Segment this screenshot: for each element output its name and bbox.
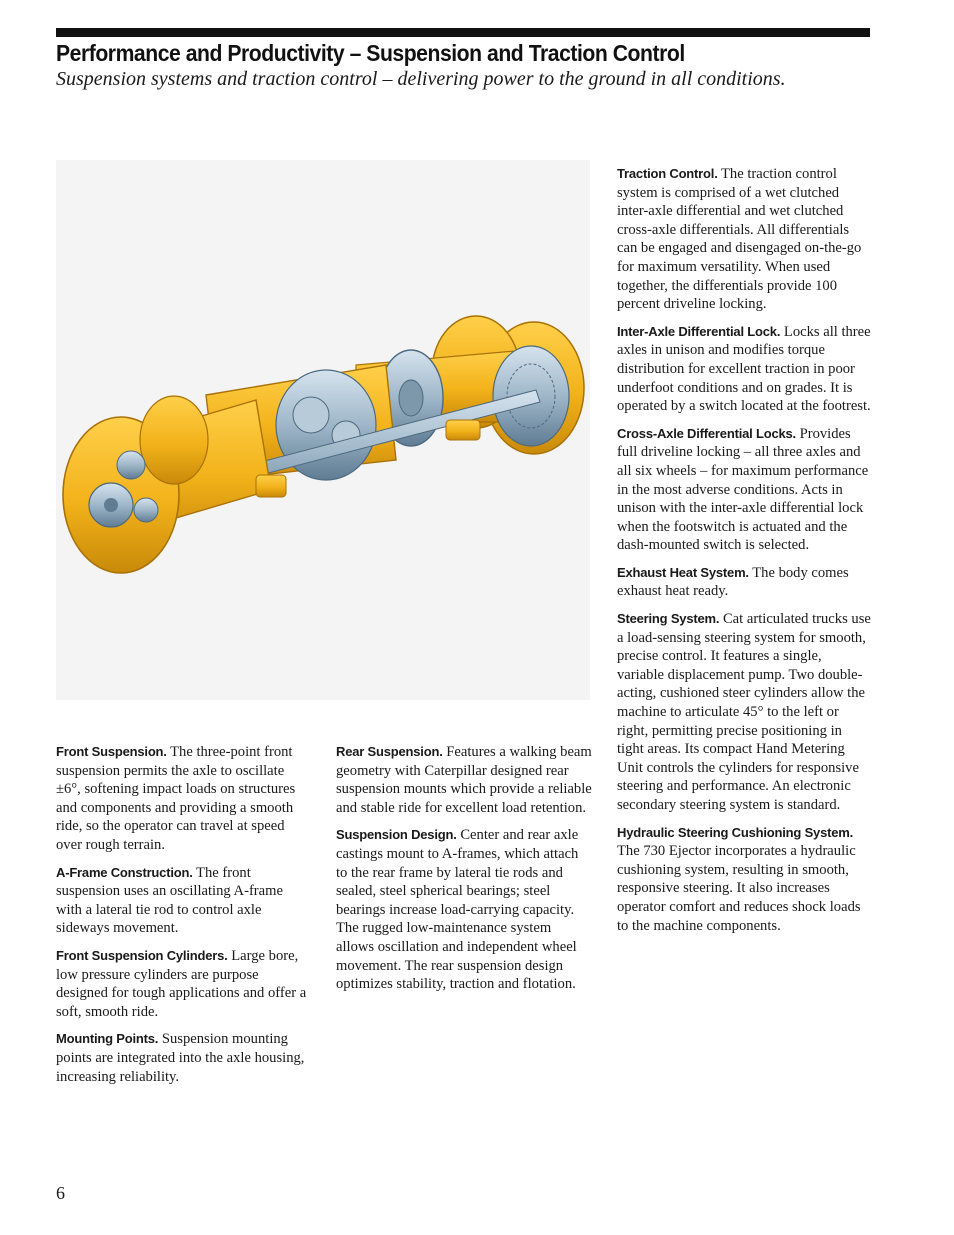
header-rule bbox=[56, 28, 870, 37]
paragraph-text: The 730 Ejector incorporates a hydraulic cushioning system, resulting in smooth, responsive steering. It also increases operator comfort and reduces shock loads to the machine components. bbox=[617, 843, 861, 934]
paragraph-lead: Rear Suspension. bbox=[336, 744, 443, 759]
paragraph-lead: Front Suspension. bbox=[56, 744, 167, 759]
paragraph-text: Provides full driveline locking – all three axles and all six wheels – for maximum performance in the most adverse conditions. Acts in unison with the inter-axle differential lock when the footswitch is actuated and the dash-mounted switch is selected. bbox=[617, 425, 869, 554]
paragraph-text: Suspension mounting points are integrated into the axle housing, increasing reliability. bbox=[56, 1031, 305, 1085]
paragraph-rear-suspension bbox=[336, 743, 592, 817]
paragraph-text: Features a walking beam geometry with Caterpillar designed rear suspension mounts which provide a reliable and stable ride for excellent load retention. bbox=[336, 744, 592, 816]
axle-cutaway-figure bbox=[56, 160, 590, 700]
paragraph-inter-axle-differential-lock bbox=[617, 323, 871, 416]
paragraph-steering-system bbox=[617, 610, 871, 815]
page-number: 6 bbox=[56, 1183, 65, 1203]
paragraph-front-suspension bbox=[56, 743, 310, 855]
middle-text-column bbox=[336, 743, 592, 1003]
paragraph-text: Locks all three axles in unison and modifies torque distribution for excellent traction in poor underfoot conditions and on grades. It is operated by a switch located at the footrest. bbox=[617, 323, 871, 415]
paragraph-text: The front suspension uses an oscillating A-frame with a lateral tie rod to control axle sideways movement. bbox=[56, 864, 283, 937]
paragraph-a-frame-construction bbox=[56, 864, 310, 938]
paragraph-lead: Steering System. bbox=[617, 611, 720, 627]
paragraph-text: The three-point front suspension permits the axle to oscillate ±6°, softening impact loads on structures and components and providing a smooth ride, so the operator can travel at speed over rough terrain. bbox=[56, 744, 296, 853]
paragraph-text: The body comes exhaust heat ready. bbox=[617, 564, 849, 600]
paragraph-lead: Hydraulic Steering Cushioning System. bbox=[617, 824, 854, 840]
page-title: Performance and Productivity – Suspension and Traction Control bbox=[56, 40, 685, 66]
paragraph-text: Cat articulated trucks use a load-sensing steering system for smooth, precise control. It features a single, variable displacement pump. Two double-acting, cushioned steer cylinders allow the machine to articulate 45° to the left or right, permitting precise positioning in tight areas. Its compact Hand Metering Unit controls the cylinders for responsive steering and performance. An electronic secondary steering system is standard. bbox=[617, 611, 871, 813]
paragraph-text: Center and rear axle castings mount to A-frames, which attach to the rear frame by lateral tie rods and sealed, steel spherical bearings; steel bearings increase load-carrying capacity. The rugged low-maintenance system allows oscillation and independent wheel movement. The rear suspension design optimizes stability, traction and flotation. bbox=[336, 827, 579, 993]
paragraph-lead: Exhaust Heat System. bbox=[617, 564, 749, 580]
paragraph-suspension-design bbox=[336, 826, 592, 993]
axle-cutaway-illustration bbox=[56, 160, 590, 700]
paragraph-text: The traction control system is comprised of a wet clutched inter-axle differential and wet clutched cross-axle differentials. All differentials can be engaged and disengaged on-the-go for maximum versatility. When used together, the differentials provide 100 percent driveline locking. bbox=[617, 166, 862, 313]
paragraph-lead: Cross-Axle Differential Locks. bbox=[617, 425, 796, 441]
paragraph-mounting-points bbox=[56, 1030, 310, 1086]
paragraph-lead: Mounting Points. bbox=[56, 1031, 159, 1047]
paragraph-text: Large bore, low pressure cylinders are purpose designed for tough applications and offer a soft, smooth ride. bbox=[56, 947, 307, 1020]
left-text-column bbox=[56, 743, 310, 1095]
paragraph-hydraulic-steering-cushioning bbox=[617, 824, 871, 936]
paragraph-lead: Inter-Axle Differential Lock. bbox=[617, 323, 781, 339]
paragraph-front-suspension-cylinders bbox=[56, 947, 310, 1021]
paragraph-lead: Traction Control. bbox=[617, 166, 718, 181]
paragraph-exhaust-heat-system bbox=[617, 564, 871, 601]
paragraph-lead: A-Frame Construction. bbox=[56, 864, 193, 880]
paragraph-traction-control bbox=[617, 165, 871, 314]
page-subtitle: Suspension systems and traction control – delivering power to the ground in all conditions. bbox=[56, 68, 786, 90]
paragraph-lead: Front Suspension Cylinders. bbox=[56, 947, 228, 963]
paragraph-lead: Suspension Design. bbox=[336, 827, 457, 843]
right-text-column bbox=[617, 165, 871, 944]
paragraph-cross-axle-differential-locks bbox=[617, 425, 871, 555]
